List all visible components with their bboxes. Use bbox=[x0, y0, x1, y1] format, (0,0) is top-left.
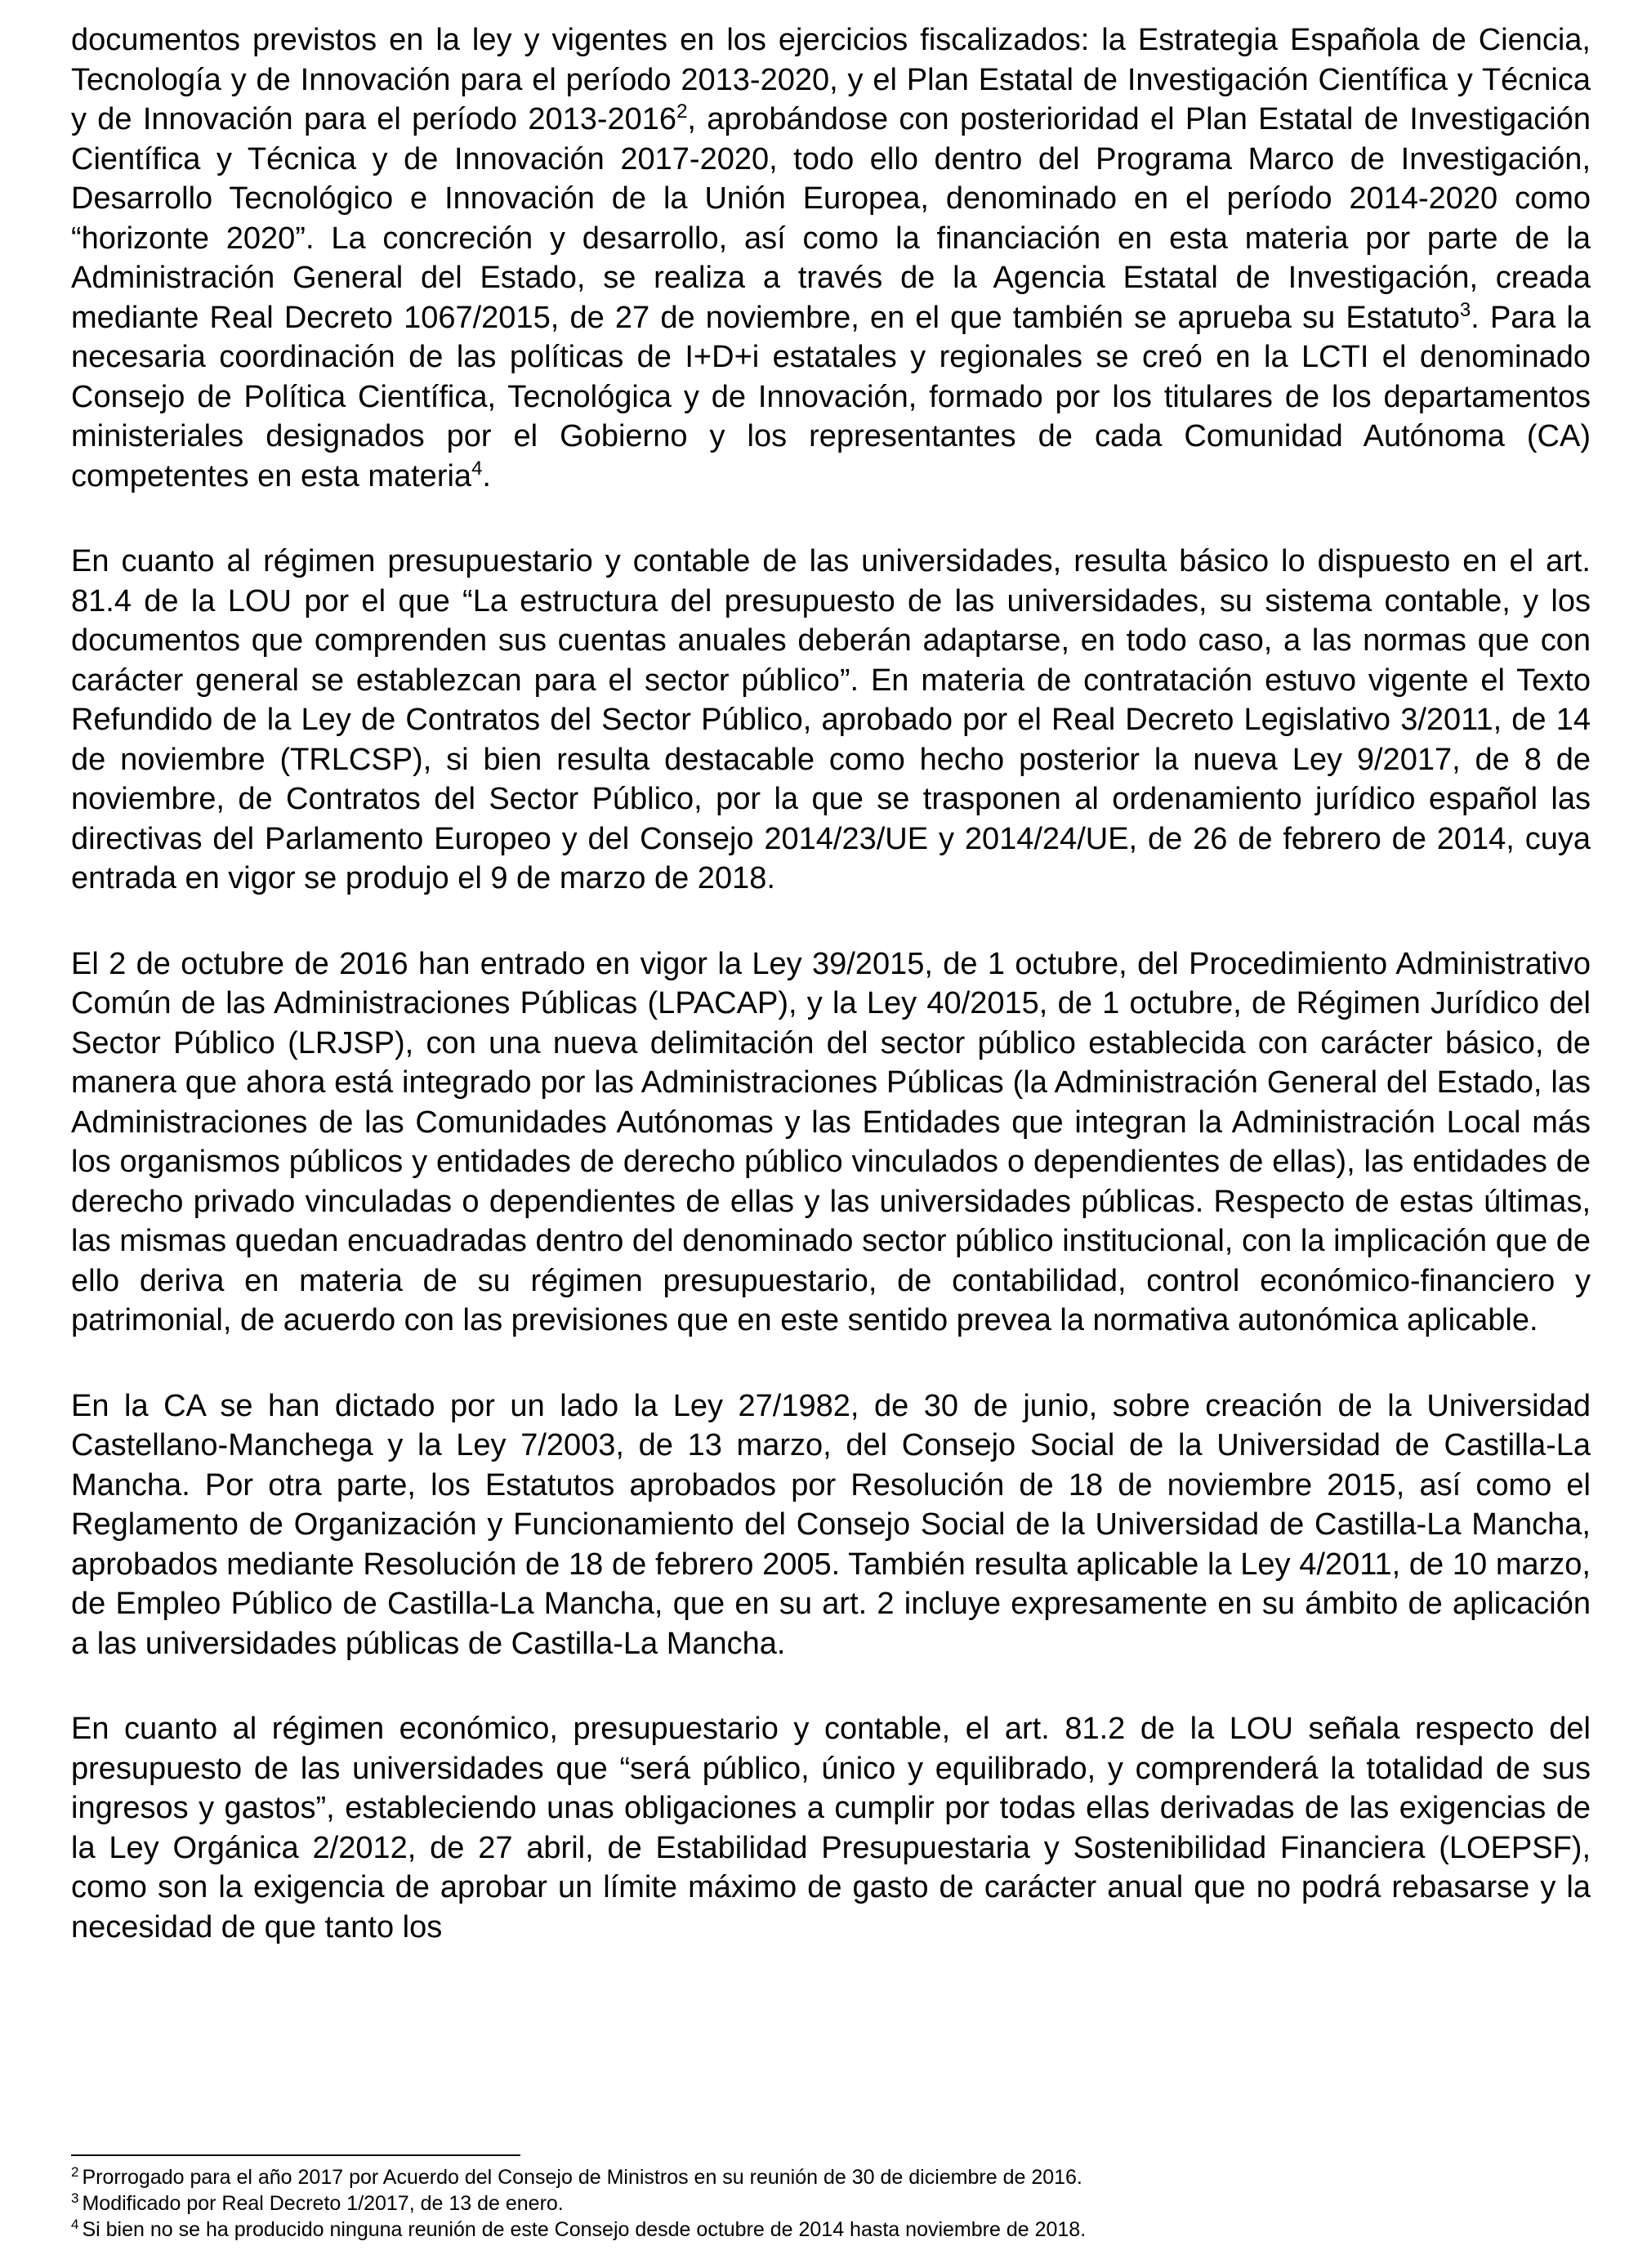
paragraph-text: El 2 de octubre de 2016 han entrado en vigor la Ley 39/2015, de 1 octubre, del Procedimiento Administrativo Común de las Administraciones Públicas (LPACAP), y la Ley 40/2015, de 1 octubre, de Régimen Jurídico del Sector Público (LRJSP), con una nueva delimitación del sector público establecida con carácter básico, de manera que ahora está integrado por las Administraciones Públicas (la Administración General del Estado, las Administraciones de las Comunidades Autónomas y las Entidades que integran la Administración Local más los organismos públicos y entidades de derecho público vinculados o dependientes de ellas), las entidades de derecho privado vinculadas o dependientes de ellas y las universidades públicas. Respecto de estas últimas, las mismas quedan encuadradas dentro del denominado sector público institucional, con la implicación que de ello deriva en materia de su régimen presupuestario, de contabilidad, control económico-financiero y patrimonial, de acuerdo con las previsiones que en este sentido prevea la normativa autonómica aplicable. bbox=[71, 946, 1591, 1337]
footnote-mark: 3 bbox=[71, 2190, 79, 2206]
paragraph-3 bbox=[71, 944, 1591, 1341]
footnote-text: Prorrogado para el año 2017 por Acuerdo del Consejo de Ministros en su reunión de 30 de diciembre de 2016. bbox=[82, 2166, 1082, 2189]
footnote-text: Modificado por Real Decreto 1/2017, de 13 de enero. bbox=[82, 2192, 564, 2215]
paragraph-2 bbox=[71, 542, 1591, 899]
paragraph-text: En cuanto al régimen económico, presupuestario y contable, el art. 81.2 de la LOU señala respecto del presupuesto de las universidades que “será público, único y equilibrado, y comprenderá la totalidad de sus ingresos y gastos”, estableciendo unas obligaciones a cumplir por todas ellas derivadas de las exigencias de la Ley Orgánica 2/2012, de 27 abril, de Estabilidad Presupuestaria y Sostenibilidad Financiera (LOEPSF), como son la exigencia de aprobar un límite máximo de gasto de carácter anual que no podrá rebasarse y la necesidad de que tanto los bbox=[71, 1712, 1591, 1944]
document-body bbox=[71, 20, 1591, 1993]
footnote-text: Si bien no se ha producido ninguna reunión de este Consejo desde octubre de 2014 hasta noviembre de 2018. bbox=[82, 2218, 1087, 2241]
paragraph-text: documentos previstos en la ley y vigentes en los ejercicios fiscalizados: la Estrategia Española de Ciencia, Tecnología y de Innovación para el período 2013-2020, y el Plan Estatal de Investigación Científica y Técnica y de Innovación para el período 2013-2016 bbox=[71, 23, 1591, 136]
paragraph-5 bbox=[71, 1709, 1591, 1947]
paragraph-text: . Para la necesaria coordinación de las políticas de I+D+i estatales y regionales se creó en la LCTI el denominado Consejo de Política Científica, Tecnológica y de Innovación, formado por los titulares de los departamentos ministeriales designados por el Gobierno y los representantes de cada Comunidad Autónoma (CA) competentes en esta materia bbox=[71, 300, 1591, 493]
footnote-separator bbox=[71, 2154, 520, 2156]
footnote-reference-3: 3 bbox=[1459, 298, 1471, 321]
paragraph-1 bbox=[71, 20, 1591, 496]
footnote-3 bbox=[71, 2190, 1591, 2217]
paragraph-text: En la CA se han dictado por un lado la Ley 27/1982, de 30 de junio, sobre creación de la Universidad Castellano-Manchega y la Ley 7/2003, de 13 marzo, del Consejo Social de la Universidad de Castilla-La Mancha. Por otra parte, los Estatutos aprobados por Resolución de 18 de noviembre 2015, así como el Reglamento de Organización y Funcionamiento del Consejo Social de la Universidad de Castilla-La Mancha, aprobados mediante Resolución de 18 de febrero 2005. También resulta aplicable la Ley 4/2011, de 10 marzo, de Empleo Público de Castilla-La Mancha, que en su art. 2 incluye expresamente en su ámbito de aplicación a las universidades públicas de Castilla-La Mancha. bbox=[71, 1388, 1591, 1661]
footnote-mark: 2 bbox=[71, 2164, 79, 2180]
footnote-2 bbox=[71, 2164, 1591, 2190]
paragraph-text: , aprobándose con posterioridad el Plan Estatal de Investigación Científica y Técnica y de Innovación 2017-2020, todo ello dentro del Programa Marco de Investigación, Desarrollo Tecnológico e Innovación de la Unión Europea, denominado en el período 2014-2020 como “horizonte 2020”. La concreción y desarrollo, así como la financiación en esta materia por parte de la Administración General del Estado, se realiza a través de la Agencia Estatal de Investigación, creada mediante Real Decreto 1067/2015, de 27 de noviembre, en el que también se aprueba su Estatuto bbox=[71, 102, 1591, 335]
footnote-mark: 4 bbox=[71, 2217, 79, 2232]
paragraph-4 bbox=[71, 1386, 1591, 1664]
paragraph-text: En cuanto al régimen presupuestario y contable de las universidades, resulta básico lo dispuesto en el art. 81.4 de la LOU por el que “La estructura del presupuesto de las universidades, su sistema contable, y los documentos que comprenden sus cuentas anuales deberán adaptarse, en todo caso, a las normas que con carácter general se establezcan para el sector público”. En materia de contratación estuvo vigente el Texto Refundido de la Ley de Contratos del Sector Público, aprobado por el Real Decreto Legislativo 3/2011, de 14 de noviembre (TRLCSP), si bien resulta destacable como hecho posterior la nueva Ley 9/2017, de 8 de noviembre, de Contratos del Sector Público, por la que se trasponen al ordenamiento jurídico español las directivas del Parlamento Europeo y del Consejo 2014/23/UE y 2014/24/UE, de 26 de febrero de 2014, cuya entrada en vigor se produjo el 9 de marzo de 2018. bbox=[71, 544, 1591, 895]
footnote-4 bbox=[71, 2217, 1591, 2243]
footnote-reference-4: 4 bbox=[471, 457, 483, 480]
footnotes-section bbox=[71, 2154, 1591, 2243]
footnote-reference-2: 2 bbox=[676, 100, 688, 123]
paragraph-text: . bbox=[482, 458, 491, 493]
